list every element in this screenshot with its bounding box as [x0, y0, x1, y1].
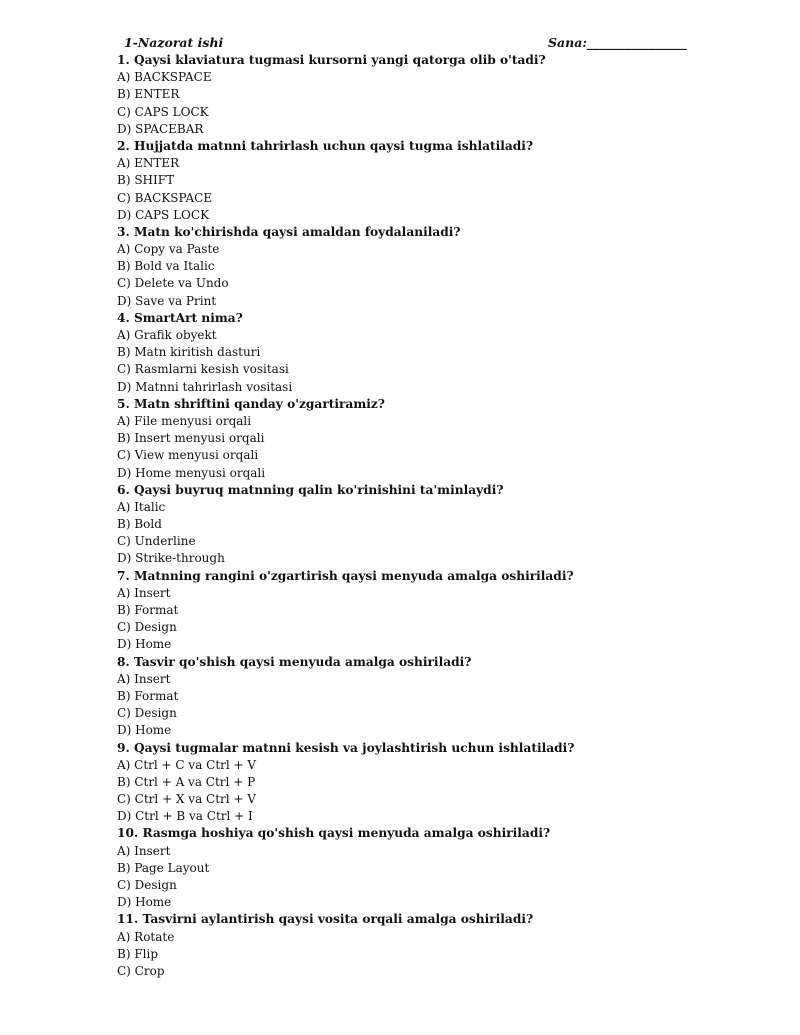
answer-option: D) Ctrl + B va Ctrl + I [117, 809, 253, 824]
question-text: 5. Matn shriftini qanday o'zgartiramiz? [117, 396, 385, 411]
question-list [117, 52, 757, 980]
answer-option: D) Strike-through [117, 551, 225, 566]
answer-option: A) Insert [117, 843, 171, 858]
question-text: 1. Qaysi klaviatura tugmasi kursorni yangi qatorga olib o'tadi? [117, 53, 546, 67]
answer-option: B) Bold [117, 517, 162, 532]
answer-option: C) Design [117, 620, 177, 635]
answer-option: C) Delete va Undo [117, 276, 229, 291]
answer-option: C) Underline [117, 534, 196, 549]
question-3 [117, 224, 757, 310]
answer-option: D) Home [117, 637, 172, 652]
answer-option: A) Italic [117, 499, 166, 514]
answer-option: A) Ctrl + C va Ctrl + V [117, 757, 257, 772]
answer-option: C) Design [117, 878, 177, 892]
question-6 [117, 482, 757, 568]
answer-option: A) Rotate [117, 929, 175, 944]
answer-option: C) CAPS LOCK [117, 104, 209, 119]
answer-option: B) Format [117, 603, 179, 617]
answer-option: B) Format [117, 688, 179, 703]
answer-option: A) Insert [117, 585, 171, 600]
document-title: 1-Nazorat ishi [124, 35, 224, 50]
answer-option: C) Design [117, 706, 177, 721]
answer-option: B) Flip [117, 946, 158, 961]
question-text: 10. Rasmga hoshiya qo'shish qaysi menyuda amalga oshiriladi? [117, 826, 551, 841]
answer-option: C) View menyusi orqali [117, 448, 259, 463]
question-text: 2. Hujjatda matnni tahrirlash uchun qaysi tugma ishlatiladi? [117, 138, 534, 153]
answer-option: D) CAPS LOCK [117, 207, 210, 222]
answer-option: A) Grafik obyekt [117, 328, 217, 342]
answer-option: D) Home menyusi orqali [117, 465, 266, 480]
answer-option: A) BACKSPACE [117, 70, 212, 85]
answer-option: B) Insert menyusi orqali [117, 431, 265, 446]
question-text: 11. Tasvirni aylantirish qaysi vosita orqali amalga oshiriladi? [117, 912, 534, 927]
answer-option: A) Insert [117, 671, 171, 686]
question-4 [117, 310, 757, 396]
question-text: 4. SmartArt nima? [117, 310, 243, 325]
answer-option: D) Save va Print [117, 293, 217, 308]
answer-option: C) Ctrl + X va Ctrl + V [117, 792, 256, 807]
question-11 [117, 911, 757, 980]
answer-option: C) BACKSPACE [117, 190, 213, 205]
question-text: 3. Matn ko'chirishda qaysi amaldan foydalaniladi? [117, 224, 461, 239]
question-5 [117, 396, 757, 482]
question-text: 9. Qaysi tugmalar matnni kesish va joylashtirish uchun ishlatiladi? [117, 740, 575, 755]
answer-option: C) Crop [117, 963, 165, 978]
question-text: 8. Tasvir qo'shish qaysi menyuda amalga oshiriladi? [117, 654, 472, 669]
question-9 [117, 740, 757, 826]
question-7 [117, 568, 757, 654]
answer-option: C) Rasmlarni kesish vositasi [117, 362, 289, 377]
question-text: 7. Matnning rangini o'zgartirish qaysi menyuda amalga oshiriladi? [117, 568, 574, 583]
answer-option: B) Bold va Italic [117, 259, 215, 274]
question-8 [117, 654, 757, 740]
answer-option: D) SPACEBAR [117, 121, 204, 136]
question-1 [117, 52, 757, 138]
answer-option: A) File menyusi orqali [117, 413, 252, 428]
answer-option: A) ENTER [117, 156, 180, 171]
answer-option: D) Matnni tahrirlash vositasi [117, 379, 293, 394]
question-2 [117, 138, 757, 224]
answer-option: B) Ctrl + A va Ctrl + P [117, 774, 256, 789]
answer-option: D) Home [117, 723, 172, 738]
answer-option: B) SHIFT [117, 173, 175, 188]
answer-option: B) ENTER [117, 87, 180, 102]
question-text: 6. Qaysi buyruq matnning qalin ko'rinishini ta'minlaydi? [117, 482, 504, 497]
answer-option: B) Matn kiritish dasturi [117, 345, 261, 360]
answer-option: D) Home [117, 895, 172, 910]
answer-option: A) Copy va Paste [117, 242, 220, 257]
date-field: Sana:________________ [548, 35, 687, 50]
question-10 [117, 825, 757, 911]
answer-option: B) Page Layout [117, 860, 210, 875]
